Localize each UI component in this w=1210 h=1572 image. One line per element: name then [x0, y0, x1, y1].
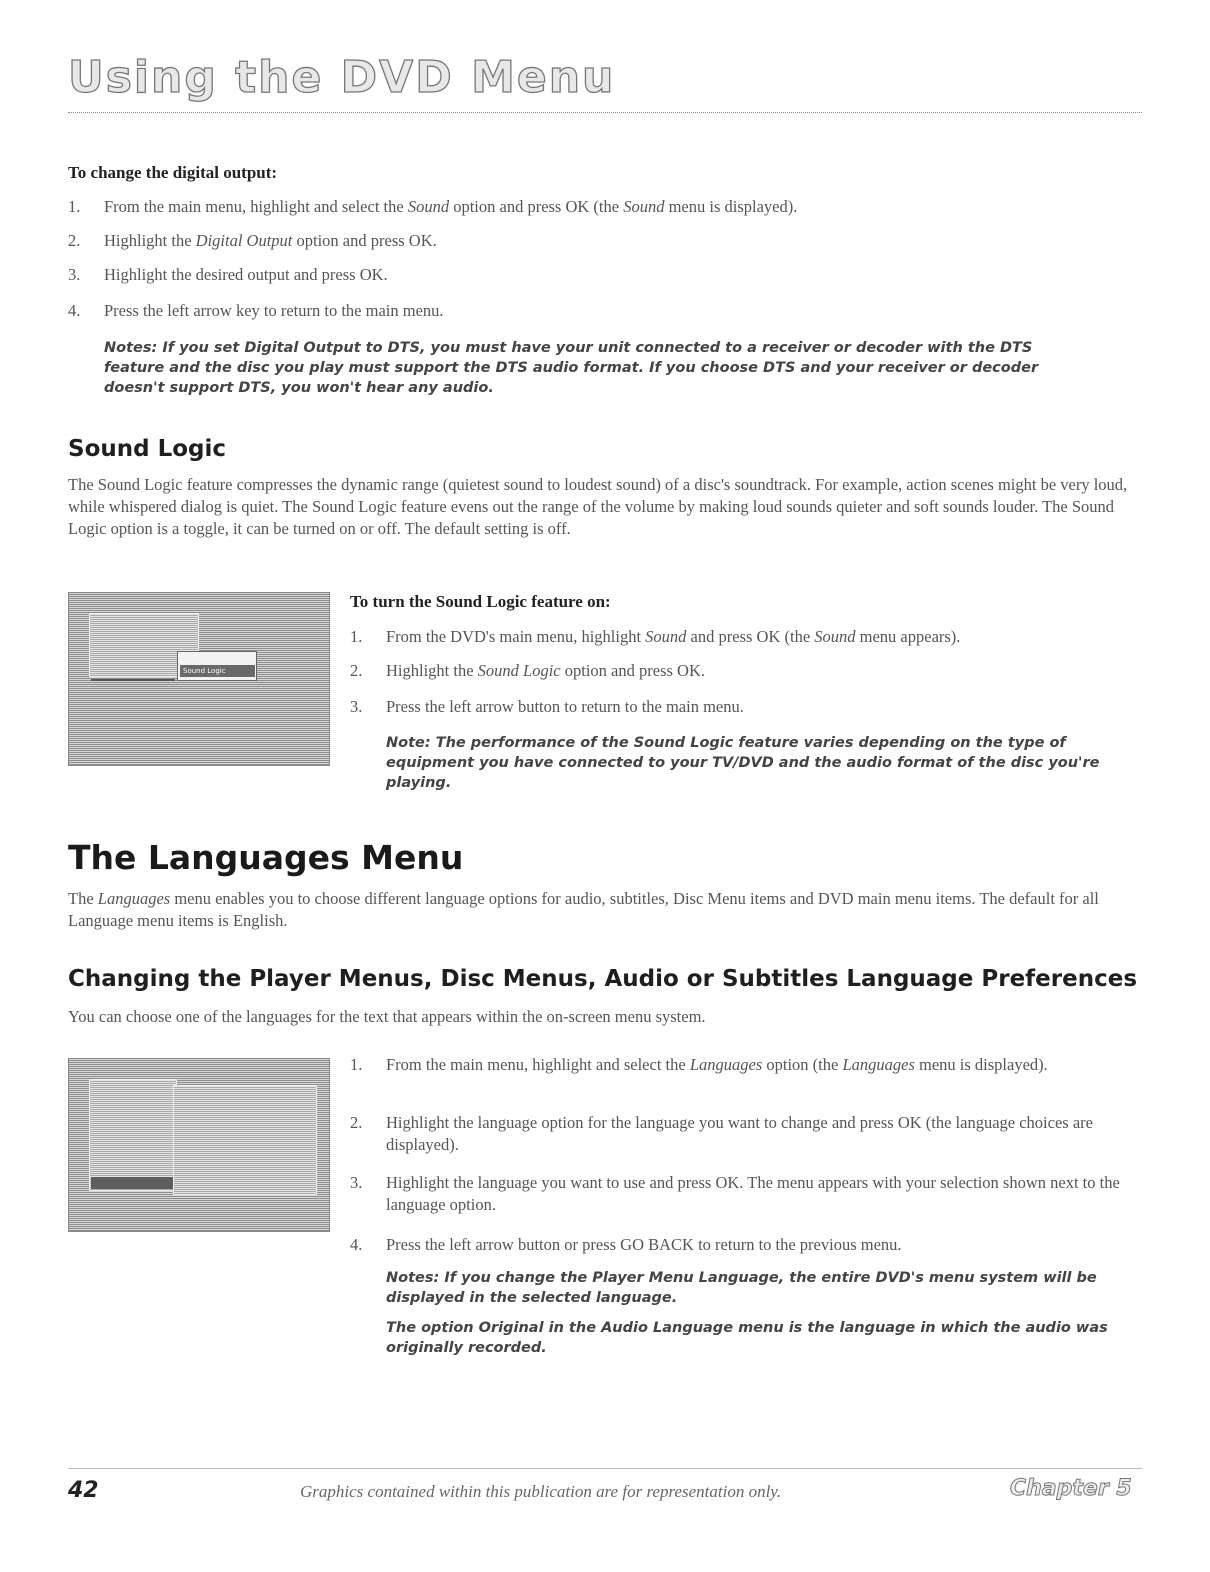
sound-logic-heading: Sound Logic	[68, 436, 227, 462]
screenshot-highlighted-option: Sound Logic	[180, 665, 255, 677]
languages-note: Notes: If you change the Player Menu Language, the entire DVD's menu system will be displayed in the selected language.	[386, 1270, 1097, 1306]
screenshot-main-menu	[89, 1079, 177, 1191]
sound-menu-screenshot	[68, 592, 330, 766]
footer-caption: Graphics contained within this publication are for representation only.	[300, 1482, 782, 1501]
list-item: 2. Highlight the Sound Logic option and press OK.	[350, 661, 705, 680]
chapter-label: Chapter 5	[1010, 1476, 1132, 1501]
screenshot-highlight-bar	[91, 1177, 173, 1189]
languages-description: The Languages menu enables you to choose different language options for audio, subtitles, Disc Menu items and DVD main menu items. The default for all Language menu items is English.	[68, 889, 1099, 930]
list-item: 3. Press the left arrow button to return to the main menu.	[350, 697, 744, 716]
footer-divider	[68, 1468, 1142, 1469]
languages-note-original: The option Original in the Audio Language menu is the language in which the audio was originally recorded.	[386, 1320, 1108, 1356]
sound-logic-description: The Sound Logic feature compresses the dynamic range (quietest sound to loudest sound) of a disc's soundtrack. For example, action scenes might be very loud, while whispered dialog is quiet. The Sound Logic feature evens out the range of the volume by making loud sounds quieter and soft sounds louder. The Sound Logic option is a toggle, it can be turned on or off. The default setting is off.	[68, 475, 1128, 538]
screenshot-submenu	[177, 651, 257, 681]
sound-logic-note: Note: The performance of the Sound Logic feature varies depending on the type of equipment you have connected to your TV/DVD and the audio format of the disc you're playing.	[386, 735, 1100, 791]
language-preferences-heading: Changing the Player Menus, Disc Menus, Audio or Subtitles Language Preferences	[68, 966, 1138, 992]
list-item: 4. Press the left arrow button or press GO BACK to return to the previous menu.	[350, 1235, 902, 1254]
list-item: 3. Highlight the desired output and press OK.	[68, 265, 388, 284]
language-preferences-intro: You can choose one of the languages for the text that appears within the on-screen menu system.	[68, 1007, 706, 1026]
list-item: 1. From the main menu, highlight and select the Languages option (the Languages menu is displayed).	[350, 1055, 1048, 1074]
list-item: 4. Press the left arrow key to return to the main menu.	[68, 301, 444, 320]
languages-menu-screenshot	[68, 1058, 330, 1232]
screenshot-languages-panel	[173, 1085, 317, 1195]
list-item: 3. Highlight the language you want to use and press OK. The menu appears with your selection shown next to the language option.	[350, 1173, 1120, 1214]
digital-output-heading: To change the digital output:	[68, 163, 278, 182]
screenshot-highlight-bar	[91, 679, 175, 681]
digital-output-note: Notes: If you set Digital Output to DTS, you must have your unit connected to a receiver or decoder with the DTS feature and the disc you play must support the DTS audio format. If you choose DTS and your receiver or decoder doesn't support DTS, you won't hear any audio.	[104, 340, 1039, 396]
languages-menu-heading: The Languages Menu	[68, 838, 464, 877]
list-item: 2. Highlight the Digital Output option and press OK.	[68, 231, 437, 250]
page-number: 42	[68, 1478, 99, 1503]
page-header-title: Using the DVD Menu	[68, 52, 616, 103]
header-divider	[68, 112, 1142, 113]
list-item: 2. Highlight the language option for the language you want to change and press OK (the language choices are displayed).	[350, 1113, 1093, 1154]
list-item: 1. From the main menu, highlight and select the Sound option and press OK (the Sound menu is displayed).	[68, 197, 798, 216]
list-item: 1. From the DVD's main menu, highlight Sound and press OK (the Sound menu appears).	[350, 627, 961, 646]
sound-logic-subheading: To turn the Sound Logic feature on:	[350, 592, 611, 611]
